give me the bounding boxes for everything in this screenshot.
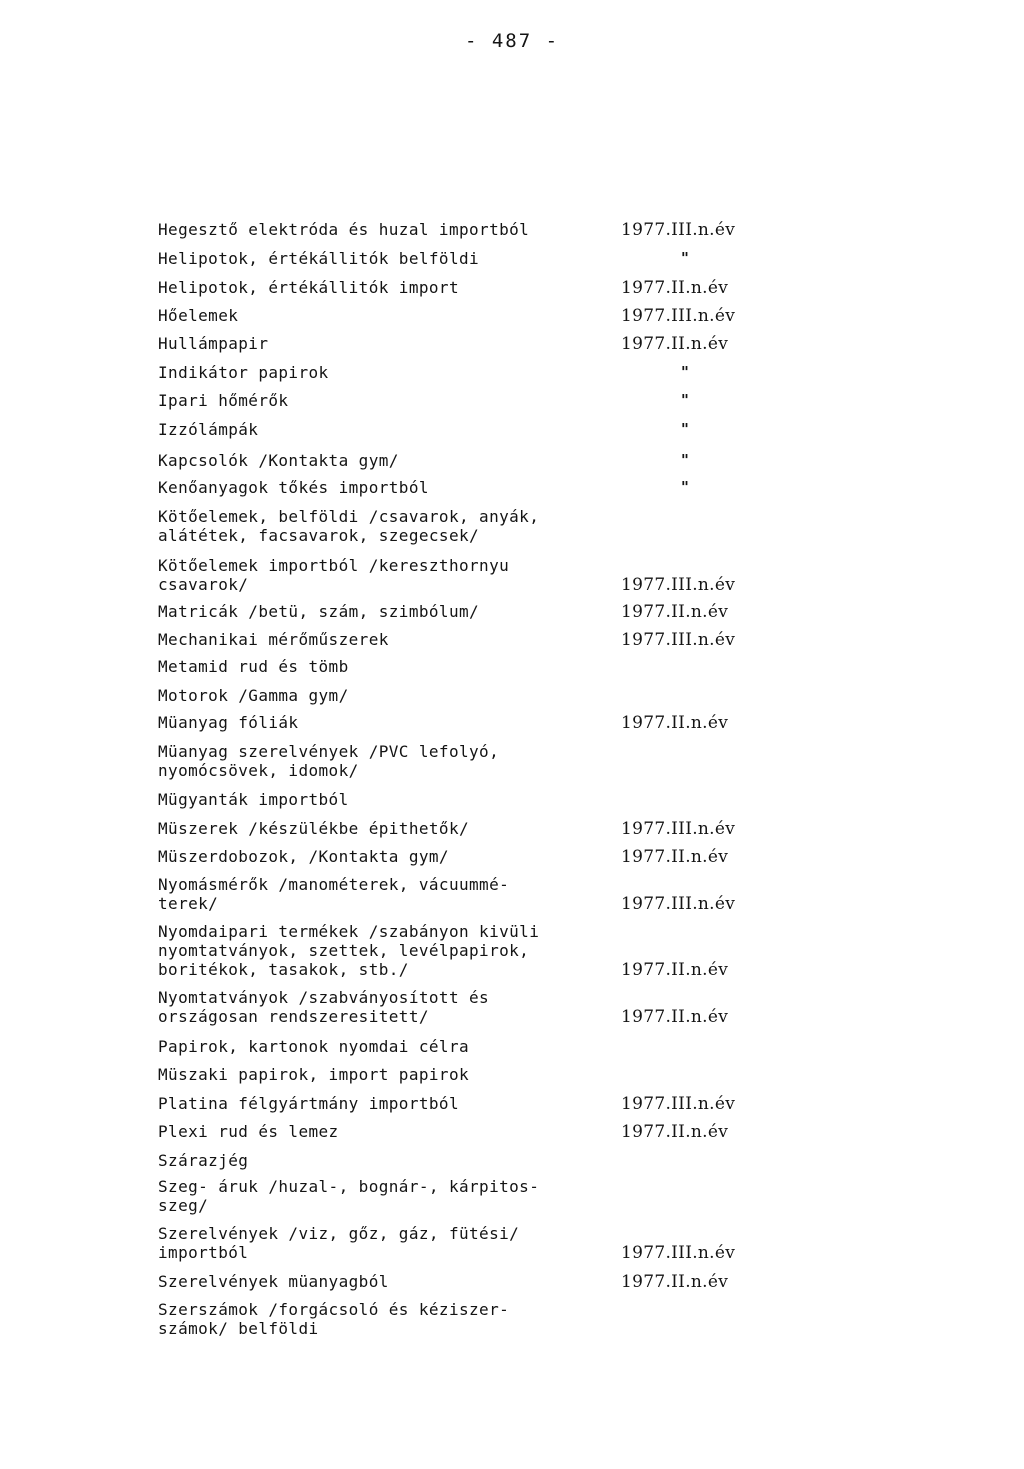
product-name: Müszaki papirok, import papirok	[158, 1065, 470, 1084]
product-name: Müanyag fóliák	[158, 713, 299, 732]
deadline-date: 1977.II.n.év	[621, 602, 729, 622]
ditto-mark: "	[681, 420, 689, 438]
product-name: Nyomdaipari termékek /szabányon kivüli nyomtatványok, szettek, levélpapirok, boritékok, tasakok, stb./	[158, 922, 540, 979]
product-name: Papirok, kartonok nyomdai célra	[158, 1037, 470, 1056]
ditto-mark: "	[681, 451, 689, 469]
ditto-mark: "	[681, 249, 689, 267]
deadline-date: 1977.II.n.év	[621, 1272, 729, 1292]
product-name: Szeg- áruk /huzal-, bognár-, kárpitos- szeg/	[158, 1177, 540, 1215]
product-name: Indikátor papirok	[158, 363, 329, 382]
product-name: Plexi rud és lemez	[158, 1122, 339, 1141]
product-name: Hullámpapir	[158, 334, 269, 353]
deadline-date: 1977.II.n.év	[621, 278, 729, 298]
deadline-date: 1977.III.n.év	[621, 306, 736, 326]
product-name: Müanyag szerelvények /PVC lefolyó, nyomócsövek, idomok/	[158, 742, 500, 780]
deadline-date: 1977.II.n.év	[621, 334, 729, 354]
ditto-mark: "	[681, 391, 689, 409]
product-name: Matricák /betü, szám, szimbólum/	[158, 602, 480, 621]
product-name: Motorok /Gamma gym/	[158, 686, 349, 705]
deadline-date: 1977.III.n.év	[621, 819, 736, 839]
deadline-date: 1977.II.n.év	[621, 713, 729, 733]
deadline-date: 1977.III.n.év	[621, 1094, 736, 1114]
page-number: - 487 -	[464, 30, 560, 52]
ditto-mark: "	[681, 363, 689, 381]
product-name: Mechanikai mérőműszerek	[158, 630, 389, 649]
product-name: Izzólámpák	[158, 420, 259, 439]
deadline-date: 1977.III.n.év	[621, 575, 736, 595]
deadline-date: 1977.II.n.év	[621, 960, 729, 980]
product-name: Mügyanták importból	[158, 790, 349, 809]
deadline-date: 1977.III.n.év	[621, 1243, 736, 1263]
product-name: Hőelemek	[158, 306, 239, 325]
product-name: Helipotok, értékállitók belföldi	[158, 249, 480, 268]
deadline-date: 1977.II.n.év	[621, 1007, 729, 1027]
product-name: Kapcsolók /Kontakta gym/	[158, 451, 399, 470]
product-name: Szerelvények müanyagból	[158, 1272, 389, 1291]
product-name: Helipotok, értékállitók import	[158, 278, 459, 297]
deadline-date: 1977.II.n.év	[621, 1122, 729, 1142]
deadline-date: 1977.II.n.év	[621, 847, 729, 867]
product-name: Szerelvények /viz, gőz, gáz, fütési/ importból	[158, 1224, 520, 1262]
product-name: Kötőelemek importból /kereszthornyu csavarok/	[158, 556, 510, 594]
ditto-mark: "	[681, 478, 689, 496]
product-name: Hegesztő elektróda és huzal importból	[158, 220, 530, 239]
product-name: Nyomtatványok /szabványosított és országosan rendszeresitett/	[158, 988, 490, 1026]
deadline-date: 1977.III.n.év	[621, 630, 736, 650]
deadline-date: 1977.III.n.év	[621, 894, 736, 914]
product-name: Metamid rud és tömb	[158, 657, 349, 676]
product-name: Müszerdobozok, /Kontakta gym/	[158, 847, 449, 866]
product-name: Kötőelemek, belföldi /csavarok, anyák, alátétek, facsavarok, szegecsek/	[158, 507, 540, 545]
product-name: Nyomásmérők /manométerek, vácuummé- terek/	[158, 875, 510, 913]
product-name: Ipari hőmérők	[158, 391, 289, 410]
product-name: Szárazjég	[158, 1151, 249, 1170]
product-name: Platina félgyártmány importból	[158, 1094, 459, 1113]
product-name: Kenőanyagok tőkés importból	[158, 478, 429, 497]
product-name: Szerszámok /forgácsoló és kéziszer- számok/ belföldi	[158, 1300, 510, 1338]
deadline-date: 1977.III.n.év	[621, 220, 736, 240]
product-name: Müszerek /készülékbe épithetők/	[158, 819, 470, 838]
